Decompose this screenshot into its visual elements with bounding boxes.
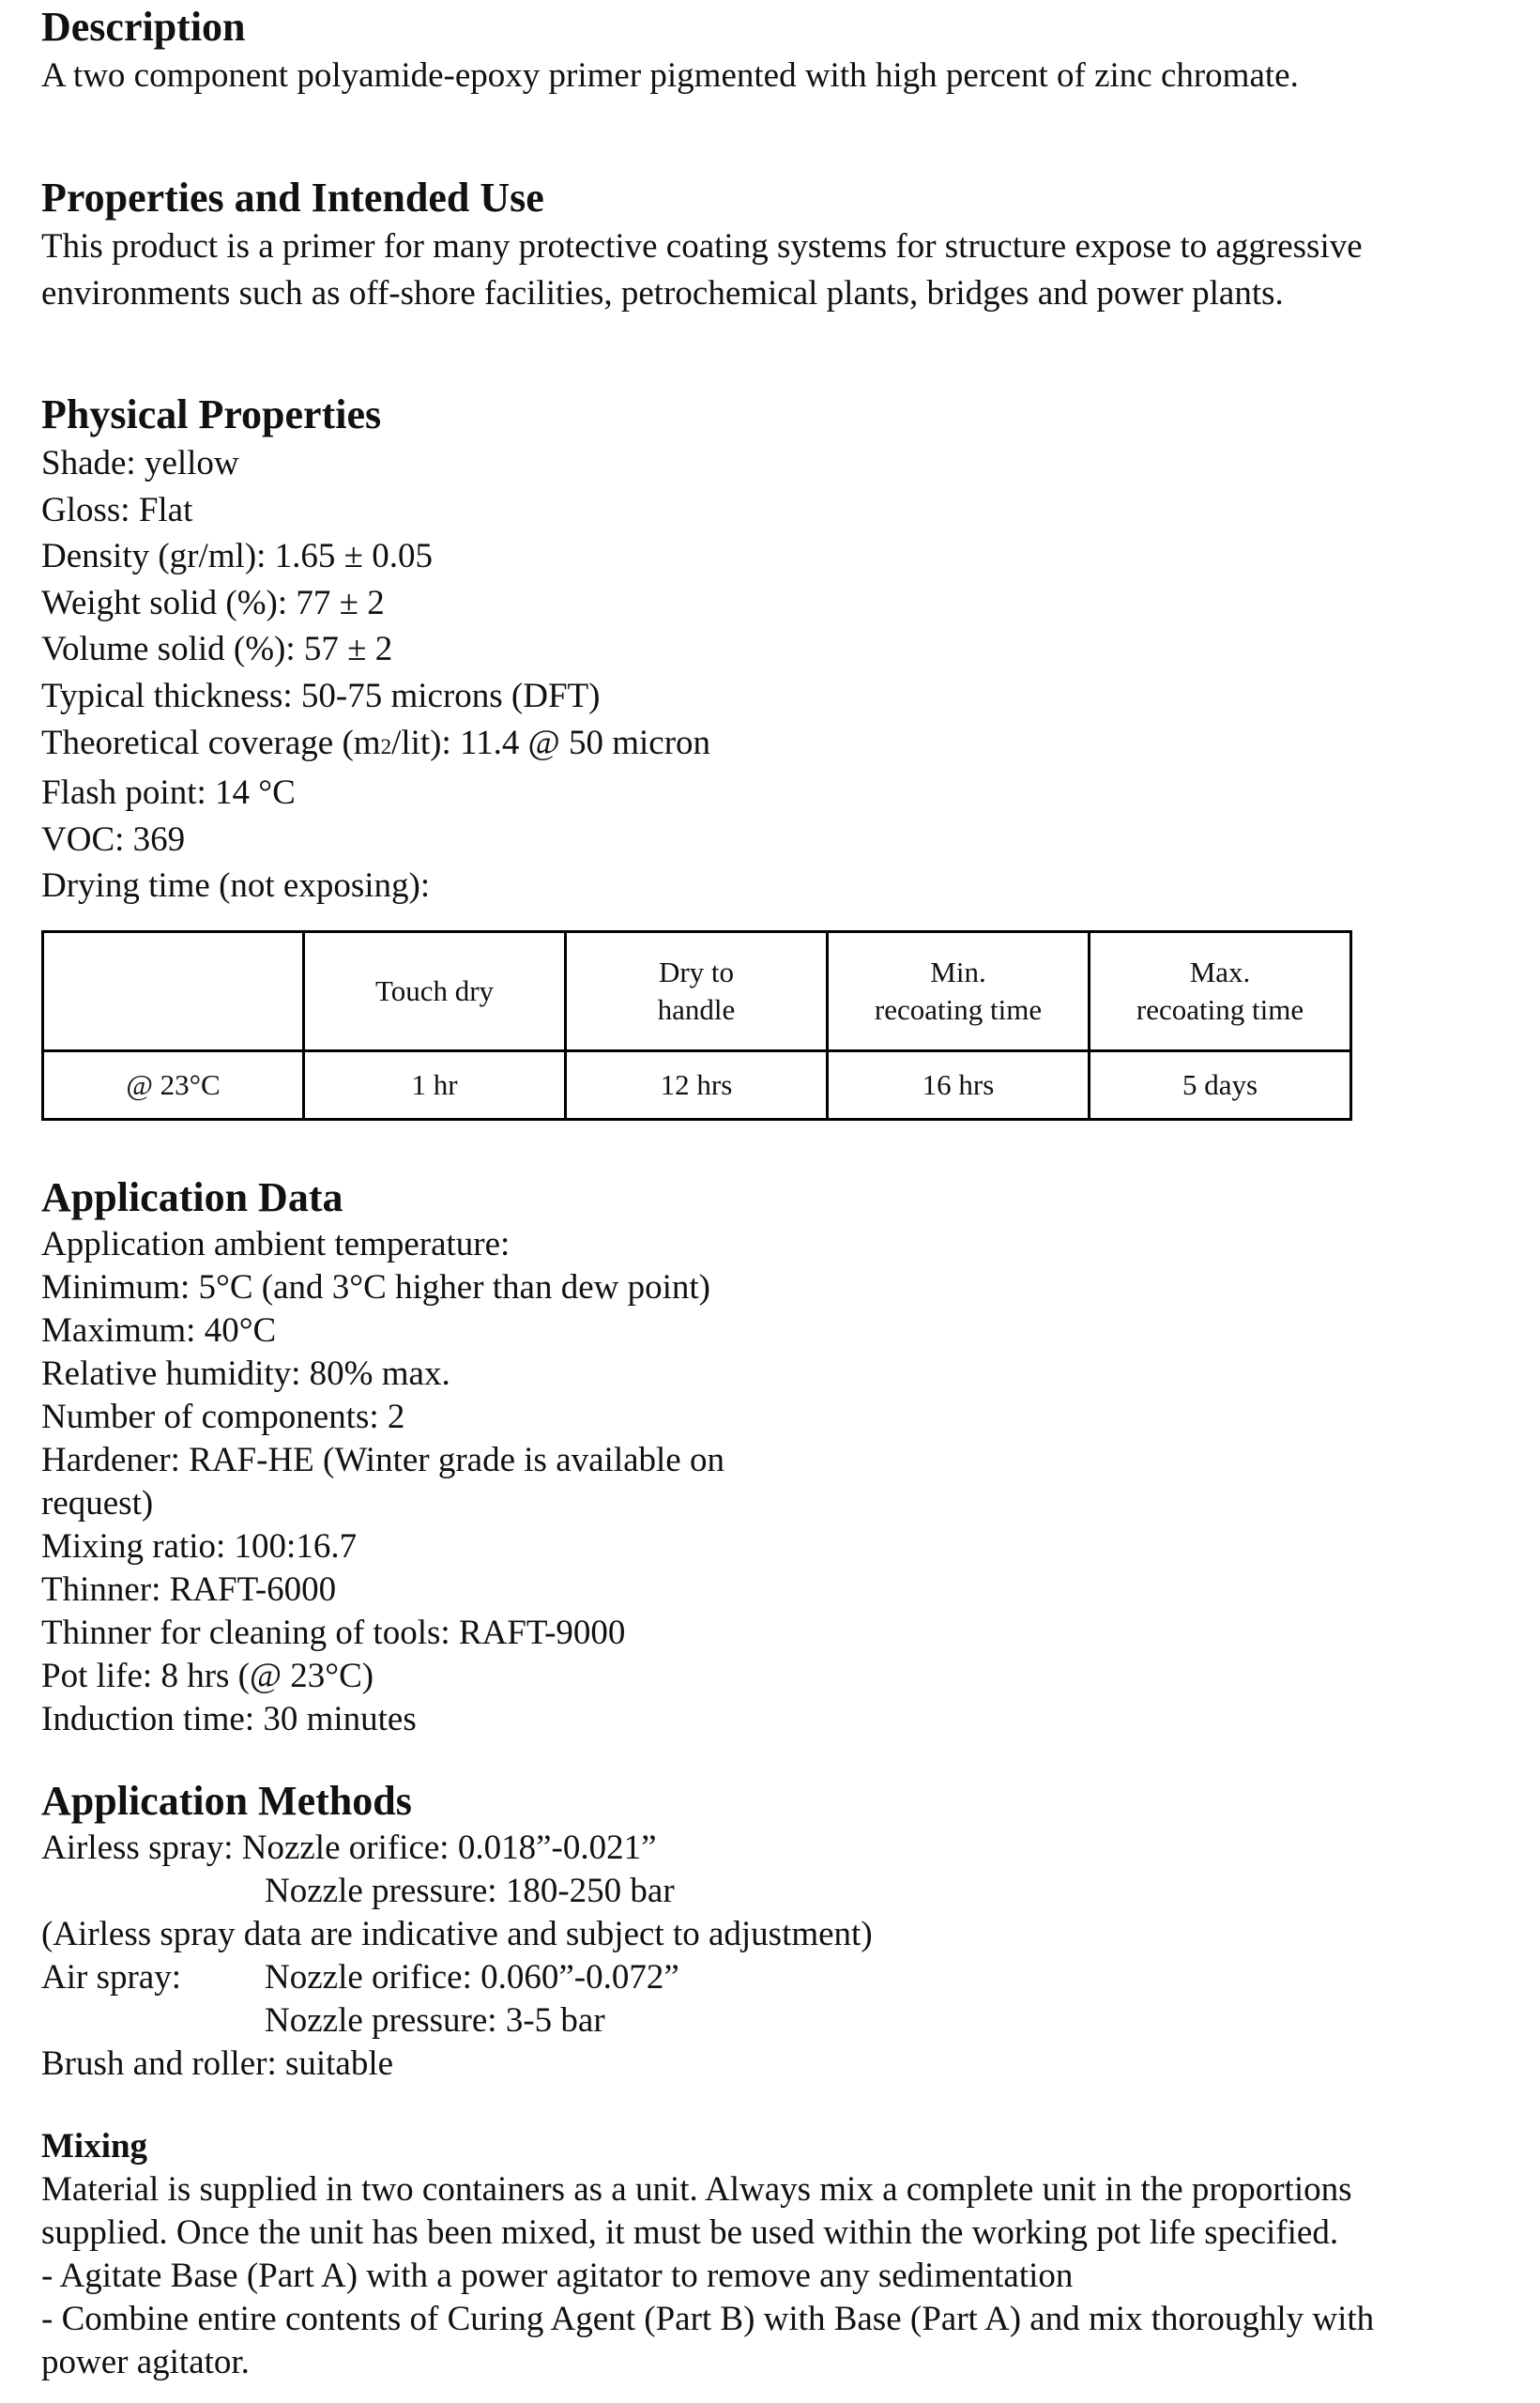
mixing-line-5: power agitator. xyxy=(41,2343,250,2381)
airless-note-line: (Airless spray data are indicative and subject to adjustment) xyxy=(41,1915,873,1953)
mixing-ratio-line: Mixing ratio: 100:16.7 xyxy=(41,1527,358,1566)
application-data-section xyxy=(41,1172,1505,1741)
touch-dry-header: Touch dry xyxy=(304,932,566,1051)
shade-line: Shade: yellow xyxy=(41,444,239,482)
application-methods-heading: Application Methods xyxy=(41,1778,412,1824)
mixing-section xyxy=(41,2125,1505,2384)
coverage-prefix: Theoretical coverage (m xyxy=(41,723,381,762)
hardener-line-continued: request) xyxy=(41,1484,154,1523)
properties-use-heading: Properties and Intended Use xyxy=(41,175,544,221)
properties-use-line-2: environments such as off-shore facilities, petrochemical plants, bridges and power plants. xyxy=(41,273,1284,313)
drying-time-table xyxy=(41,930,1352,1121)
airless-orifice-line: Airless spray: Nozzle orifice: 0.018”-0.021” xyxy=(41,1829,657,1867)
airless-pressure-line: Nozzle pressure: 180-250 bar xyxy=(265,1872,675,1910)
properties-use-section xyxy=(41,173,1505,316)
hardener-line: Hardener: RAF-HE (Winter grade is available on xyxy=(41,1441,724,1479)
air-spray-label: Air spray: xyxy=(41,1958,181,1997)
properties-use-line-1: This product is a primer for many protective coating systems for structure expose to aggressive xyxy=(41,227,1363,266)
flash-point-line: Flash point: 14 °C xyxy=(41,773,296,813)
ambient-temperature-line: Application ambient temperature: xyxy=(41,1225,511,1263)
dry-to-handle-header: Dry to handle xyxy=(566,932,828,1051)
maximum-temperature-line: Maximum: 40°C xyxy=(41,1311,277,1350)
minimum-temperature-line: Minimum: 5°C (and 3°C higher than dew point) xyxy=(41,1268,710,1307)
drying-time-line: Drying time (not exposing): xyxy=(41,866,431,906)
dry-to-handle-value: 12 hrs xyxy=(566,1051,828,1120)
description-heading: Description xyxy=(41,4,246,50)
drying-table-header-row xyxy=(43,932,1351,1051)
brush-roller-line: Brush and roller: suitable xyxy=(41,2044,394,2083)
description-section xyxy=(41,2,1505,99)
coverage-suffix: /lit): 11.4 @ 50 micron xyxy=(391,723,711,762)
weight-solid-line: Weight solid (%): 77 ± 2 xyxy=(41,583,385,622)
gloss-line: Gloss: Flat xyxy=(41,490,193,529)
mixing-line-2: supplied. Once the unit has been mixed, it must be used within the working pot life specified. xyxy=(41,2213,1339,2252)
coverage-line xyxy=(41,720,1505,771)
thinner-line: Thinner: RAFT-6000 xyxy=(41,1570,337,1609)
volume-solid-line: Volume solid (%): 57 ± 2 xyxy=(41,630,393,669)
relative-humidity-line: Relative humidity: 80% max. xyxy=(41,1355,450,1393)
min-recoating-header: Min. recoating time xyxy=(828,932,1090,1051)
air-spray-pressure-line: Nozzle pressure: 3-5 bar xyxy=(265,2001,605,2040)
physical-properties-heading: Physical Properties xyxy=(41,391,382,437)
cleaning-thinner-line: Thinner for cleaning of tools: RAFT-9000 xyxy=(41,1614,626,1652)
mixing-line-1: Material is supplied in two containers as a unit. Always mix a complete unit in the proportions xyxy=(41,2170,1352,2209)
air-spray-orifice: Nozzle orifice: 0.060”-0.072” xyxy=(265,1958,679,1997)
max-recoating-value: 5 days xyxy=(1090,1051,1351,1120)
application-methods-section xyxy=(41,1776,1505,2086)
touch-dry-value: 1 hr xyxy=(304,1051,566,1120)
drying-table-value-row xyxy=(43,1051,1351,1120)
mixing-line-4: - Combine entire contents of Curing Agent (Part B) with Base (Part A) and mix thoroughly with xyxy=(41,2300,1375,2338)
voc-line: VOC: 369 xyxy=(41,819,186,859)
air-spray-orifice-line xyxy=(41,1956,1505,1999)
mixing-line-3: - Agitate Base (Part A) with a power agitator to remove any sedimentation xyxy=(41,2257,1074,2295)
description-text: A two component polyamide-epoxy primer pigmented with high percent of zinc chromate. xyxy=(41,56,1299,95)
min-recoating-value: 16 hrs xyxy=(828,1051,1090,1120)
coverage-unit-sub: 2 xyxy=(380,734,392,758)
application-data-heading: Application Data xyxy=(41,1174,343,1220)
physical-properties-section xyxy=(41,390,1505,910)
density-line: Density (gr/ml): 1.65 ± 0.05 xyxy=(41,537,433,576)
mixing-heading: Mixing xyxy=(41,2127,148,2166)
drying-table-corner-cell xyxy=(43,932,304,1051)
pot-life-line: Pot life: 8 hrs (@ 23°C) xyxy=(41,1657,374,1695)
temperature-cell: @ 23°C xyxy=(43,1051,304,1120)
thickness-line: Typical thickness: 50-75 microns (DFT) xyxy=(41,676,601,715)
induction-time-line: Induction time: 30 minutes xyxy=(41,1700,417,1738)
components-line: Number of components: 2 xyxy=(41,1398,405,1436)
max-recoating-header: Max. recoating time xyxy=(1090,932,1351,1051)
